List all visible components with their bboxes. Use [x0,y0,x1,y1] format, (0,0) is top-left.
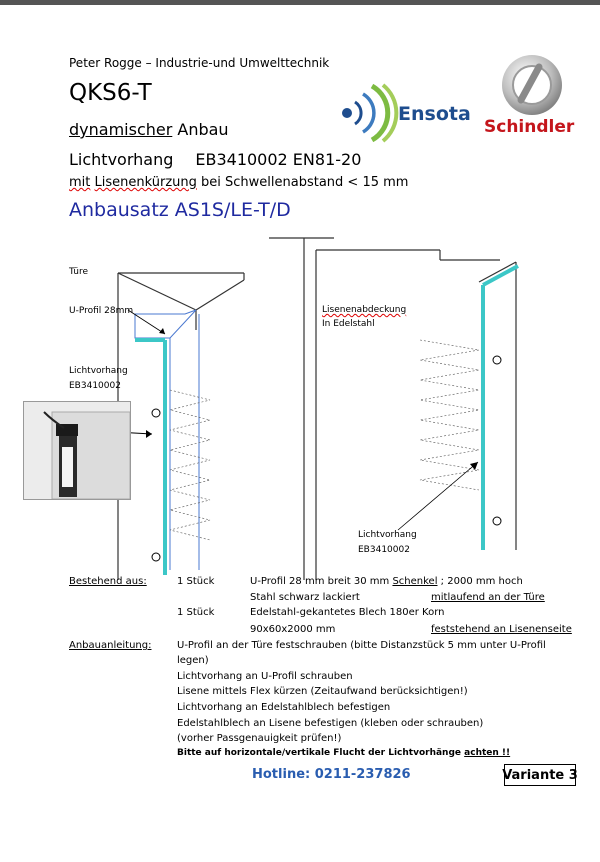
consists-item-2-line1: Edelstahl-gekantetes Blech 180er Korn [250,607,445,618]
sensor-photo-svg [24,402,130,499]
arrow-left-curtain-head [146,430,152,438]
label-curtain-left-1: Lichtvorhang [69,366,128,376]
consists-item-1-note: mitlaufend an der Türe [431,592,545,603]
label-cover-2: In Edelstahl [322,319,375,329]
instruction-note [177,748,510,758]
curtain-spec-label: Lichtvorhang [69,150,174,169]
ensota-logo-text: Ensota [398,103,471,125]
company-name: Peter Rogge – Industrie-und Umwelttechnik [69,56,330,70]
consists-item-1-b: Schenkel [392,576,438,587]
mount-type [69,120,229,139]
consists-item-1-a: U-Profil 28 mm breit 30 mm [250,576,393,587]
top-border [0,0,600,5]
instruction-step-1b: legen) [177,655,209,666]
instruction-step-6: (vorher Passgenauigkeit prüfen!) [177,733,342,744]
instructions-heading: Anbauanleitung: [69,640,152,651]
curtain-right-bar [483,266,518,550]
shortening-note [69,175,408,190]
sensor-window [62,447,73,487]
curtain-left-bar [135,340,165,575]
consists-item-2-note: feststehend an Lisenenseite [431,624,572,635]
instruction-note-b: achten !! [464,748,511,758]
door-diag-1 [196,280,244,310]
lisene-frame-right [269,238,516,580]
label-door: Türe [69,267,89,277]
arrow-right-curtain-head [470,462,478,470]
curtain-right-top [483,266,518,285]
shortening-note-w3: Lisenenkürzung [94,175,197,190]
consists-qty-1: 1 Stück [177,576,215,587]
shortening-note-rest: bei Schwellenabstand < 15 mm [196,175,409,190]
screw-left-top [152,409,160,417]
screw-left-bottom [152,553,160,561]
screw-right-bottom [493,517,501,525]
label-cover-1-text: Lisenenabdeckung [322,305,407,315]
ensota-wave-2 [363,94,374,132]
instruction-note-a: Bitte auf horizontale/vertikale Flucht der Lichtvorhänge [177,748,465,758]
hotline: Hotline: 0211-237826 [252,767,411,782]
schindler-logo-text: Schindler [484,117,575,137]
ensota-logo-icon [335,82,400,144]
variant-box: Variante 3 [504,764,576,786]
shortening-note-w1: mit [69,175,91,190]
consists-qty-2: 1 Stück [177,607,215,618]
model-title: QKS6-T [69,80,152,106]
consists-heading: Bestehend aus: [69,576,147,587]
beam-zigzag-right [420,340,479,490]
instruction-step-2: Lichtvorhang an U-Profil schrauben [177,671,353,682]
sensor-photo [23,401,131,500]
arrow-right-curtain [398,462,478,530]
consists-item-2-line2: 90x60x2000 mm [250,624,336,635]
label-curtain-left-2: EB3410002 [69,381,121,391]
door-frame-left [118,273,244,580]
door-diag-2 [118,273,196,310]
label-curtain-right-2: EB3410002 [358,545,410,555]
label-cover-1 [322,305,406,315]
instruction-step-3: Lisene mittels Flex kürzen (Zeitaufwand berücksichtigen!) [177,686,468,697]
mount-type-rest: Anbau [172,120,229,139]
kit-title: Anbausatz AS1S/LE-T/D [69,199,291,221]
screw-right-top [493,356,501,364]
ensota-wave-1 [355,102,361,124]
uprofile-top [135,310,196,338]
label-uprofile: U-Profil 28mm [69,306,134,316]
instruction-step-4: Lichtvorhang an Edelstahlblech befestigen [177,702,391,713]
curtain-spec [69,150,361,169]
curtain-spec-code: EB3410002 EN81-20 [195,150,362,169]
consists-item-1-line1 [250,576,523,587]
instruction-step-5: Edelstahlblech an Lisene befestigen (kleben oder schrauben) [177,718,484,729]
schindler-logo-icon [499,53,565,117]
beam-zigzag-left [170,390,210,540]
label-curtain-right-1: Lichtvorhang [358,530,417,540]
consists-item-1-c: ; 2000 mm hoch [437,576,523,587]
instruction-step-1: U-Profil an der Türe festschrauben (bitte Distanzstück 5 mm unter U-Profil [177,640,546,651]
ensota-dot [342,108,352,118]
mount-type-word: dynamischer [69,120,173,139]
consists-item-1-line2: Stahl schwarz lackiert [250,592,360,603]
